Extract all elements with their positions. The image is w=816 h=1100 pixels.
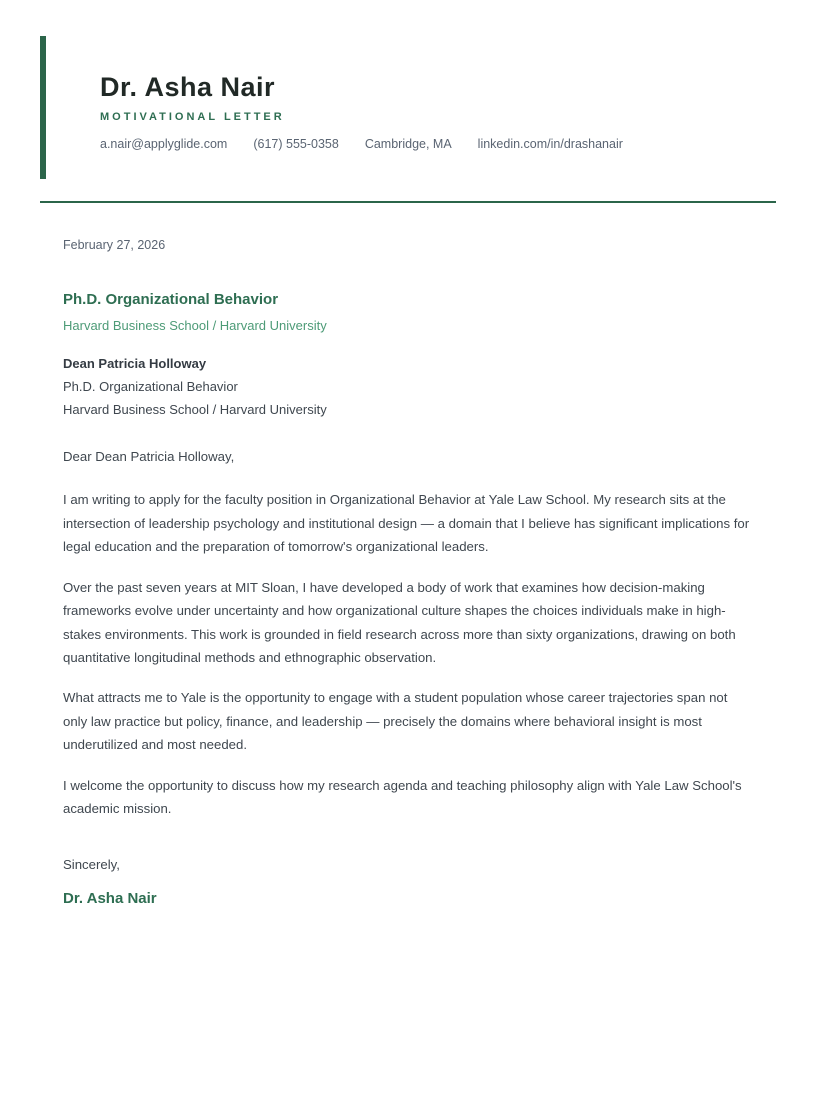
header-divider [40,201,776,203]
letter-paragraph: What attracts me to Yale is the opportunity to engage with a student population whose career trajectories span not only law practice but policy, finance, and leadership — precisely the domains where behavioral insight is most underutilized and most needed. [63,690,728,753]
recipient-block [63,352,753,421]
document-type-label: MOTIVATIONAL LETTER [100,111,285,123]
recipient-name: Dean Patricia Holloway [63,356,207,372]
letter-date: February 27, 2026 [63,237,166,252]
letter-body [40,237,776,908]
letter-paragraph: I am writing to apply for the faculty position in Organizational Behavior at Yale Law School. My research sits at the intersection of leadership psychology and institutional design — a domain that I believe has significant implications for legal education and the preparation of tomorrow's organizational leaders. [63,492,750,555]
letter-header [40,36,776,179]
closing: Sincerely, [63,857,120,873]
contact-row [100,136,776,154]
recipient-institution: Harvard Business School / Harvard University [63,402,327,418]
recipient-role: Ph.D. Organizational Behavior [63,379,238,395]
contact-location: Cambridge, MA [364,137,452,152]
letter-paragraph: I welcome the opportunity to discuss how my research agenda and teaching philosophy align with Yale Law School's academic mission. [63,777,742,816]
contact-phone: (617) 555-0358 [253,137,339,152]
author-name-title: Dr. Asha Nair [100,72,276,102]
position-institution: Harvard Business School / Harvard University [63,318,327,334]
letter-paragraph: Over the past seven years at MIT Sloan, I have developed a body of work that examines how decision-making frameworks evolve under uncertainty and how organizational culture shapes the choices individuals make in high-stakes environments. This work is grounded in field research across more than sixty organizations, drawing on both quantitative longitudinal methods and ethnographic observation. [63,579,736,665]
contact-email: a.nair@applyglide.com [100,137,228,152]
signature-name: Dr. Asha Nair [63,889,157,907]
contact-linkedin: linkedin.com/in/drashanair [477,137,623,152]
salutation: Dear Dean Patricia Holloway, [63,449,235,465]
position-title: Ph.D. Organizational Behavior [63,291,279,309]
